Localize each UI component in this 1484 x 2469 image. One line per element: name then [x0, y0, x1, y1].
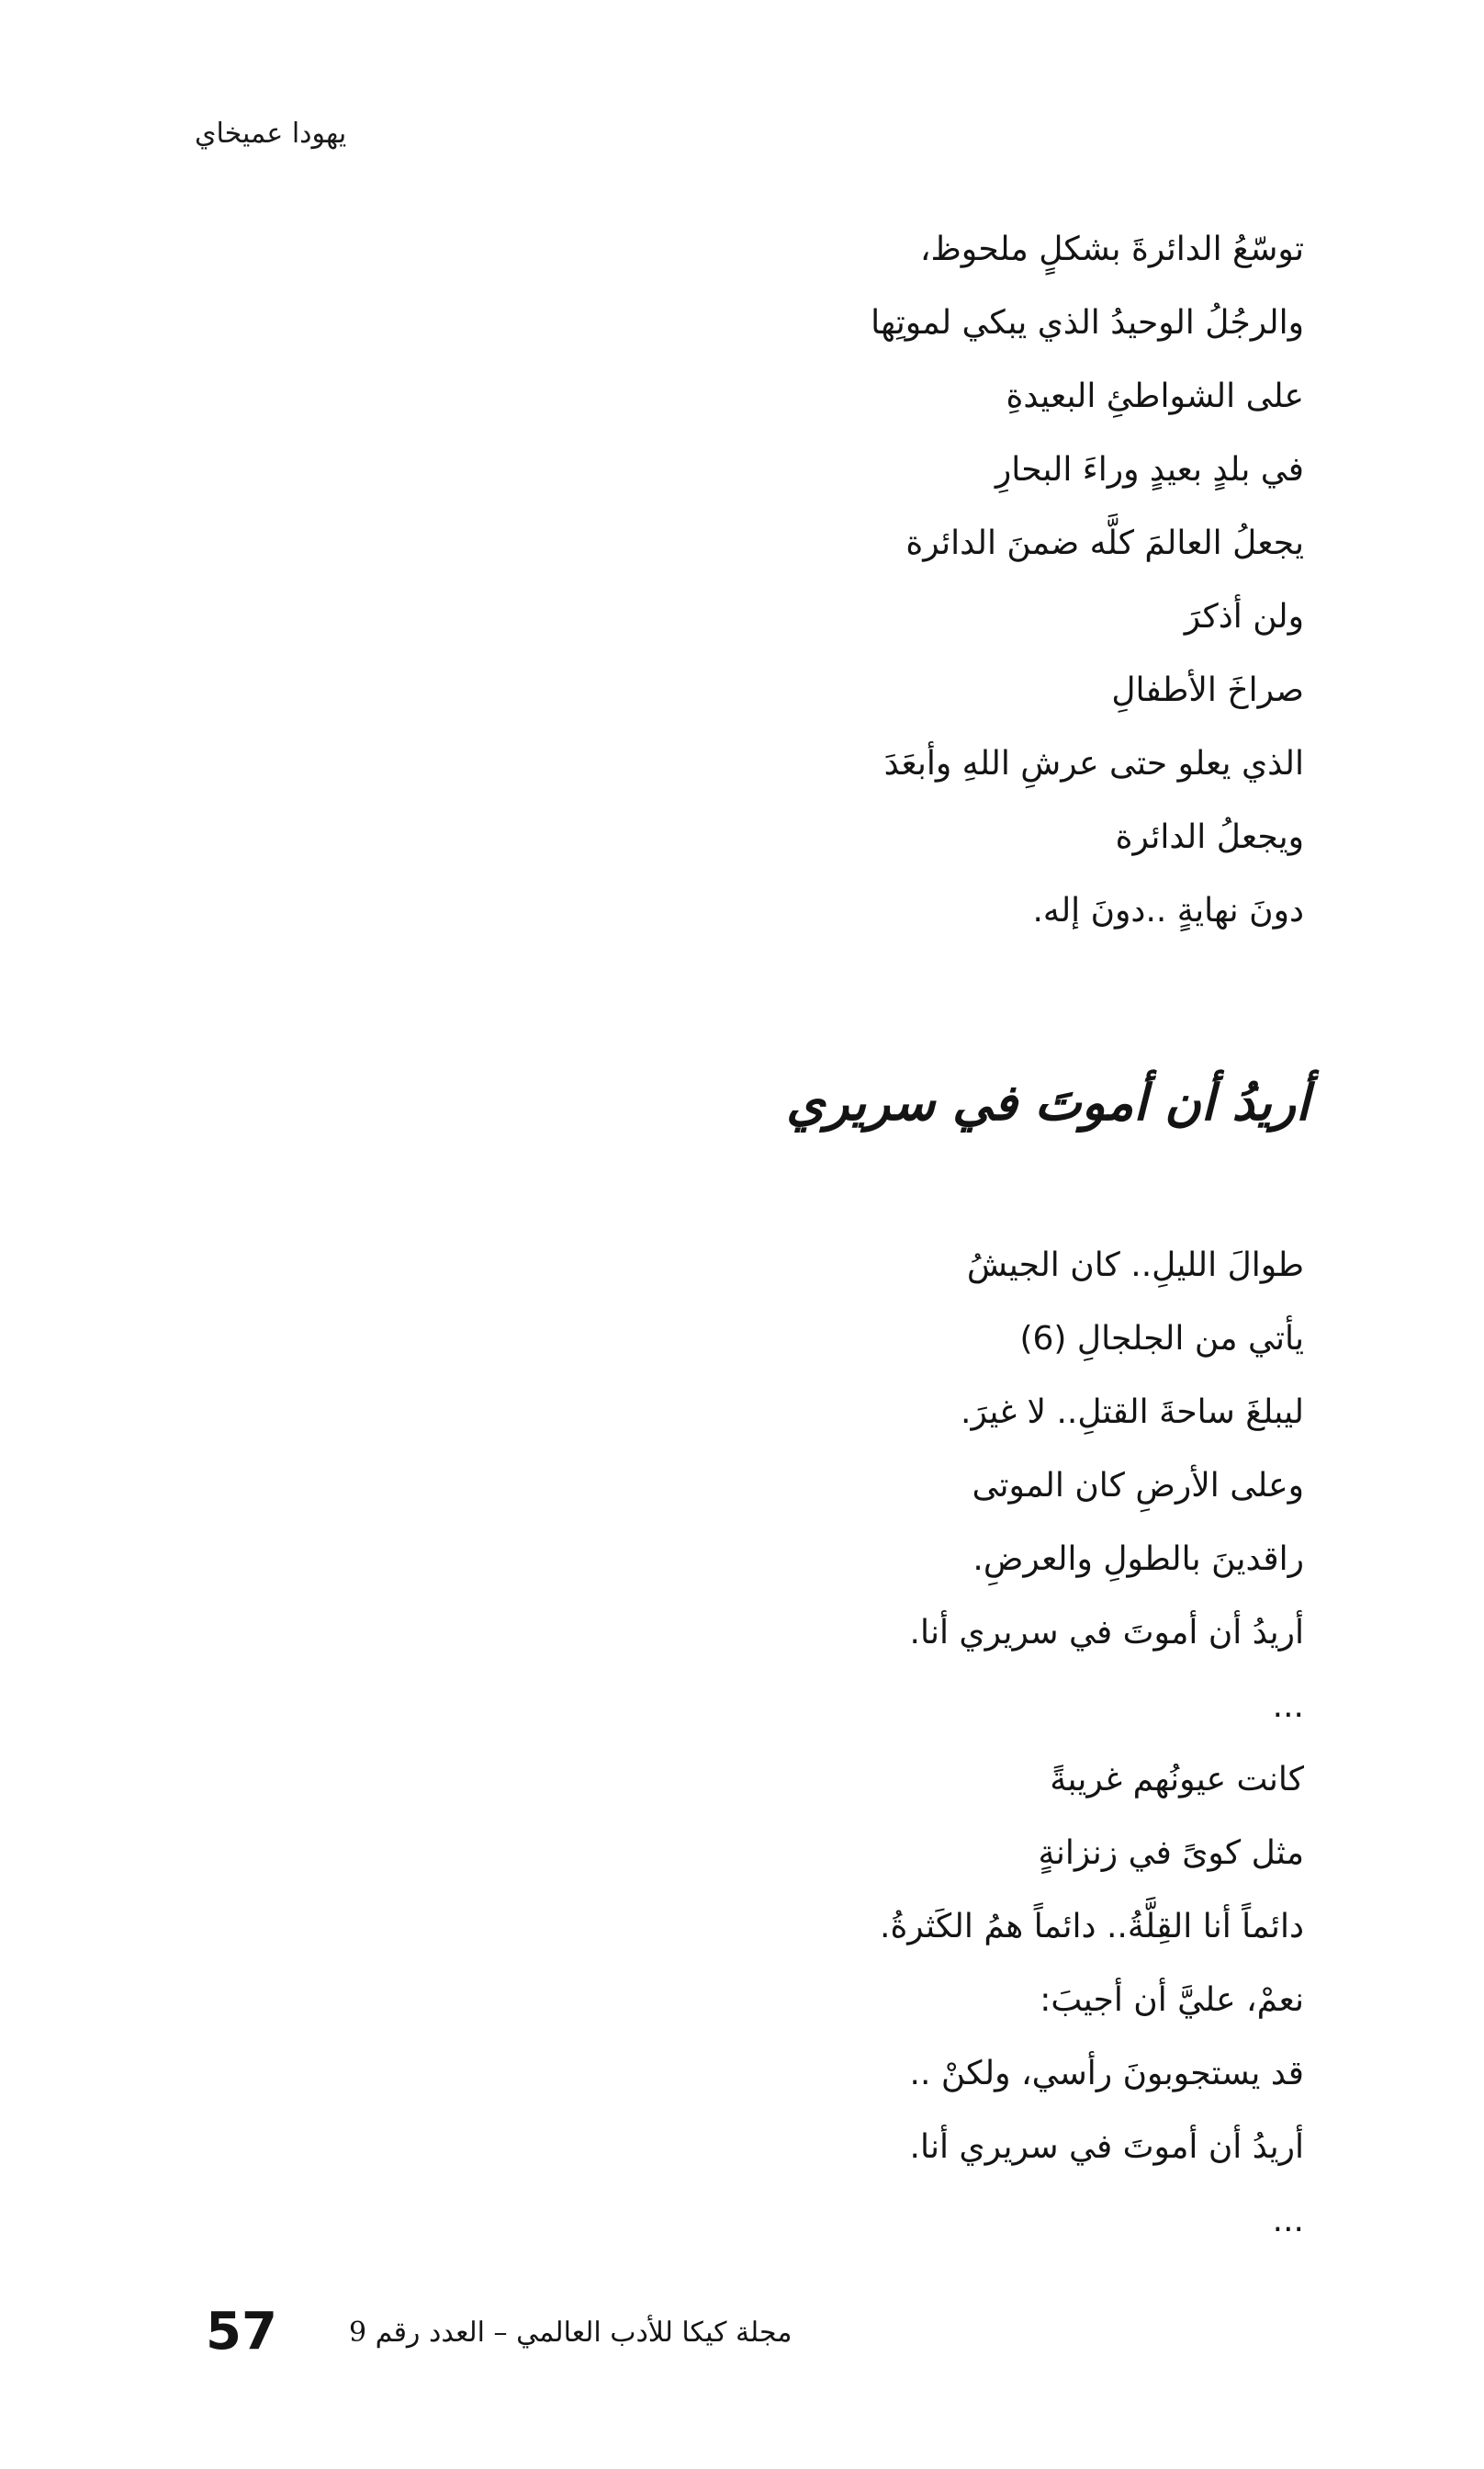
poem-line: يجعلُ العالمَ كلَّه ضمنَ الدائرة	[905, 524, 1304, 562]
poem-line: ولن أذكرَ	[1184, 598, 1304, 636]
poem-line: دونَ نهايةٍ ..دونَ إله.	[1032, 892, 1304, 930]
poem-line: راقدينَ بالطولِ والعرضِ.	[972, 1540, 1304, 1578]
poem-line: صراخَ الأطفالِ	[1111, 671, 1304, 709]
poem-line: وعلى الأرضِ كان الموتى	[972, 1467, 1304, 1505]
poem-line: توسّعُ الدائرةَ بشكلٍ ملحوظ،	[919, 231, 1304, 268]
poem-line: قد يستجوبونَ رأسي، ولكنْ ..	[909, 2055, 1304, 2092]
poem-line: نعمْ، عليَّ أن أجيبَ:	[1040, 1981, 1304, 2019]
poem-line: في بلدٍ بعيدٍ وراءَ البحارِ	[995, 451, 1304, 489]
poem-line: أريدُ أن أموتَ في سريري أنا.	[909, 1614, 1304, 1652]
poem-line: على الشواطئِ البعيدةِ	[1006, 378, 1304, 415]
poem-line: مثل كوىً في زنزانةٍ	[1038, 1834, 1304, 1872]
poem-line: ليبلغَ ساحةَ القتلِ.. لا غيرَ.	[961, 1393, 1304, 1431]
poem-line: الذي يعلو حتى عرشِ اللهِ وأبعَدَ	[883, 745, 1304, 783]
poem-line: دائماً أنا القِلَّةُ.. دائماً همُ الكَثرةُ.	[880, 1908, 1304, 1945]
poem-line: ...	[1272, 1687, 1304, 1725]
running-header-author: يهودا عميخاي	[195, 118, 347, 150]
poem-title: أريدُ أن أموتَ في سريري	[786, 1073, 1310, 1132]
poem-line: ويجعلُ الدائرة	[1115, 818, 1304, 856]
poem-line: ...	[1272, 2202, 1304, 2239]
poem-line: كانت عيونُهم غريبةً	[1050, 1761, 1304, 1798]
poem-line: طوالَ الليلِ.. كان الجيشُ	[966, 1246, 1304, 1284]
poem-line: يأتي من الجلجالِ (6)	[1019, 1320, 1304, 1358]
poem-two	[880, 1229, 1304, 2258]
poem-line: أريدُ أن أموتَ في سريري أنا.	[909, 2128, 1304, 2166]
journal-title: مجلة كيكا للأدب العالمي – العدد رقم 9	[349, 2317, 793, 2349]
poem-one	[871, 213, 1304, 948]
poem-line: والرجُلُ الوحيدُ الذي يبكي لموتِها	[871, 304, 1304, 342]
page-footer	[0, 2300, 1484, 2364]
page-number: 57	[206, 2302, 277, 2362]
